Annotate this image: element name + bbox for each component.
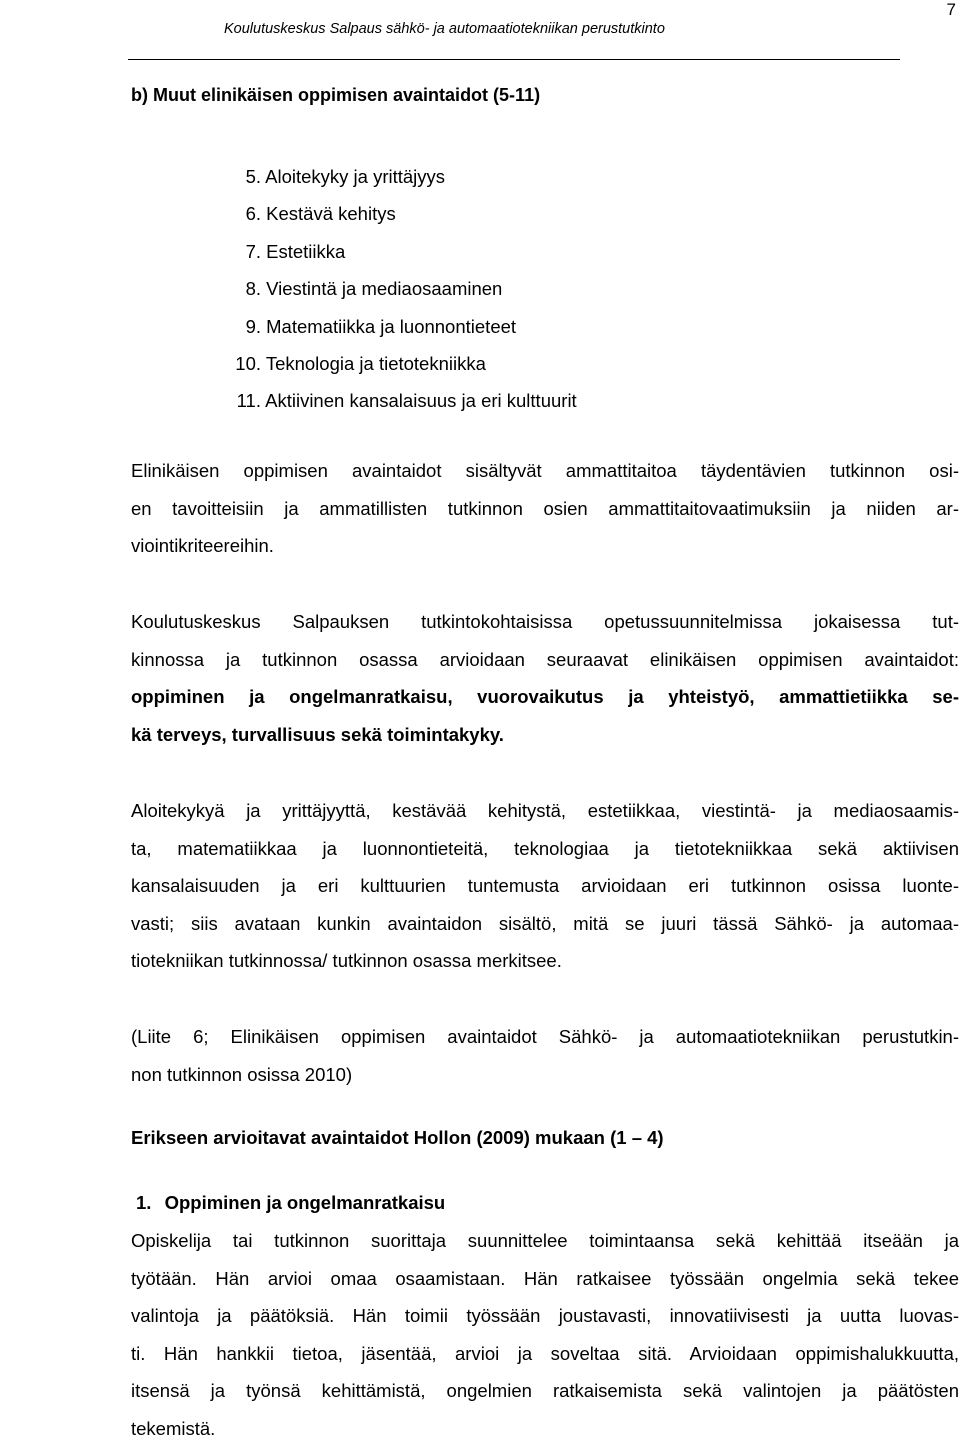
- paragraph-line: non tutkinnon osissa 2010): [131, 1063, 353, 1085]
- list-item-number: 9.: [245, 315, 261, 337]
- list-item-number: 10.: [235, 353, 261, 375]
- subheading-number: 1.: [136, 1192, 152, 1213]
- paragraph-line: ta, matematiikkaa ja luonnontieteitä, teknologiaa ja tietotekniikkaa sekä aktiivisen: [131, 837, 959, 859]
- list-item-label: Teknologia ja tietotekniikka: [265, 353, 486, 375]
- subheading-title: Oppiminen ja ongelmanratkaisu: [164, 1192, 446, 1213]
- paragraph-line: työtään. Hän arvioi omaa osaamistaan. Hän ratkaisee työssään ongelmia sekä tekee: [131, 1267, 959, 1289]
- paragraph-line: valintoja ja päätöksiä. Hän toimii työssään joustavasti, innovatiivisesti ja uutta luovas-: [131, 1305, 959, 1327]
- numbered-subheading: [136, 1191, 960, 1215]
- paragraph-assessment: [131, 792, 959, 980]
- paragraph-line-bold: oppiminen ja ongelmanratkaisu, vuorovaikutus ja yhteistyö, ammattietiikka se-: [131, 686, 959, 708]
- list-item-number: 7.: [245, 240, 261, 262]
- paragraph-appendix-reference: [131, 1018, 959, 1093]
- page-header: [0, 0, 960, 64]
- section-heading: b) Muut elinikäisen oppimisen avaintaidot (5-11): [131, 85, 541, 105]
- list-item-label: Kestävä kehitys: [266, 203, 396, 225]
- list-item: [220, 195, 577, 232]
- list-item-label: Aktiivinen kansalaisuus ja eri kulttuurit: [265, 390, 577, 412]
- running-head: Koulutuskeskus Salpaus sähkö- ja automaatiotekniikan perustutkinto: [224, 21, 665, 37]
- paragraph-line: Koulutuskeskus Salpauksen tutkintokohtaisissa opetussuunnitelmissa jokaisessa tut-: [131, 611, 959, 632]
- list-item-number: 11.: [236, 390, 261, 412]
- list-item-number: 6.: [245, 203, 261, 225]
- list-item-label: Aloitekyky ja yrittäjyys: [265, 166, 446, 187]
- list-item-label: Matematiikka ja luonnontieteet: [266, 315, 517, 337]
- list-item: [220, 345, 577, 382]
- section-heading: Erikseen arvioitavat avaintaidot Hollon (2009) mukaan (1 – 4): [131, 1127, 664, 1148]
- paragraph-line: Aloitekykyä ja yrittäjyyttä, kestävää kehitystä, estetiikkaa, viestintä- ja mediaosaamis-: [131, 800, 959, 821]
- paragraph-line: Opiskelija tai tutkinnon suorittaja suunnittelee toimintaansa sekä kehittää itseään ja: [131, 1230, 959, 1251]
- list-item: [220, 308, 577, 345]
- paragraph-line: itsensä ja työnsä kehittämistä, ongelmien ratkaisemista sekä valintojen ja päätösten: [131, 1380, 959, 1402]
- paragraph-line: viointikriteereihin.: [131, 535, 274, 557]
- list-item: [220, 233, 577, 270]
- list-item-number: 5.: [245, 166, 261, 187]
- paragraph-line: kansalaisuuden ja eri kulttuurien tuntemusta arvioidaan eri tutkinnon osissa luonte-: [131, 875, 959, 897]
- paragraph-line: (Liite 6; Elinikäisen oppimisen avaintaidot Sähkö- ja automaatiotekniikan perustutkin-: [131, 1026, 959, 1047]
- header-rule: [128, 59, 900, 60]
- paragraph-curriculum: [131, 603, 959, 753]
- list-item: [220, 158, 577, 195]
- key-skills-list: [220, 158, 577, 420]
- list-item-label: Viestintä ja mediaosaaminen: [266, 278, 503, 300]
- list-item-number: 8.: [245, 278, 261, 300]
- paragraph-line: Elinikäisen oppimisen avaintaidot sisältyvät ammattitaitoa täydentävien tutkinnon osi-: [131, 460, 959, 481]
- paragraph-key-skills-intro: [131, 452, 959, 565]
- paragraph-line: tekemistä.: [131, 1417, 216, 1439]
- page-number: 7: [946, 0, 956, 19]
- paragraph-line: en tavoitteisiin ja ammatillisten tutkinnon osien ammattitaitovaatimuksiin ja niiden ar-: [131, 497, 959, 519]
- paragraph-line: ti. Hän hankkii tietoa, jäsentää, arvioi ja soveltaa sitä. Arvioidaan oppimishalukkuutta,: [131, 1342, 959, 1364]
- paragraph-line-bold: kä terveys, turvallisuus sekä toimintakyky.: [131, 723, 504, 745]
- list-item: [220, 382, 577, 419]
- list-item: [220, 270, 577, 307]
- paragraph-learning-problem-solving: [131, 1222, 959, 1448]
- paragraph-line: kinnossa ja tutkinnon osassa arvioidaan seuraavat elinikäisen oppimisen avaintaidot:: [131, 648, 959, 670]
- paragraph-line: tiotekniikan tutkinnossa/ tutkinnon osassa merkitsee.: [131, 950, 562, 972]
- list-item-label: Estetiikka: [266, 240, 346, 262]
- paragraph-line: vasti; siis avataan kunkin avaintaidon sisältö, mitä se juuri tässä Sähkö- ja automaa-: [131, 912, 959, 934]
